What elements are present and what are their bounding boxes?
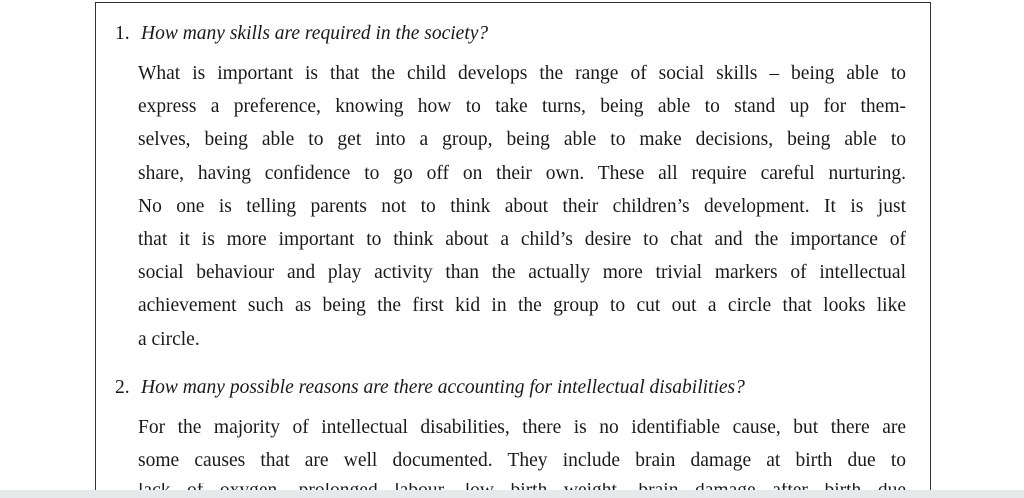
viewer-bottom-bar <box>0 490 1024 498</box>
answer-1 <box>138 57 906 356</box>
question-2-number: 2. <box>115 377 130 398</box>
answer-1-line: What is important is that the child develops the range of social skills – being able to <box>138 63 906 84</box>
answer-1-line: No one is telling parents not to think about their children’s development. It is just <box>138 195 906 217</box>
answer-1-line: achievement such as being the first kid in the group to cut out a circle that looks like <box>138 295 906 317</box>
answer-1-line: express a preference, knowing how to take turns, being able to stand up for them- <box>138 96 906 118</box>
answer-2-line: For the majority of intellectual disabilities, there is no identifiable cause, but there are <box>138 417 906 438</box>
question-2-text: How many possible reasons are there accounting for intellectual disabilities? <box>141 377 745 398</box>
question-1-text: How many skills are required in the society? <box>141 23 489 44</box>
answer-2 <box>138 411 906 477</box>
question-1 <box>115 22 488 46</box>
question-1-number: 1. <box>115 23 130 44</box>
answer-1-line: that it is more important to think about a child’s desire to chat and the importance of <box>138 228 906 250</box>
answer-1-line: share, having confidence to go off on their own. These all require careful nurturing. <box>138 162 906 184</box>
answer-1-line: a circle. <box>138 328 200 350</box>
answer-1-line: selves, being able to get into a group, being able to make decisions, being able to <box>138 129 906 151</box>
answer-2-line: some causes that are well documented. They include brain damage at birth due to <box>138 450 906 472</box>
question-2 <box>115 376 745 400</box>
answer-1-line: social behaviour and play activity than the actually more trivial markers of intellectual <box>138 262 906 284</box>
